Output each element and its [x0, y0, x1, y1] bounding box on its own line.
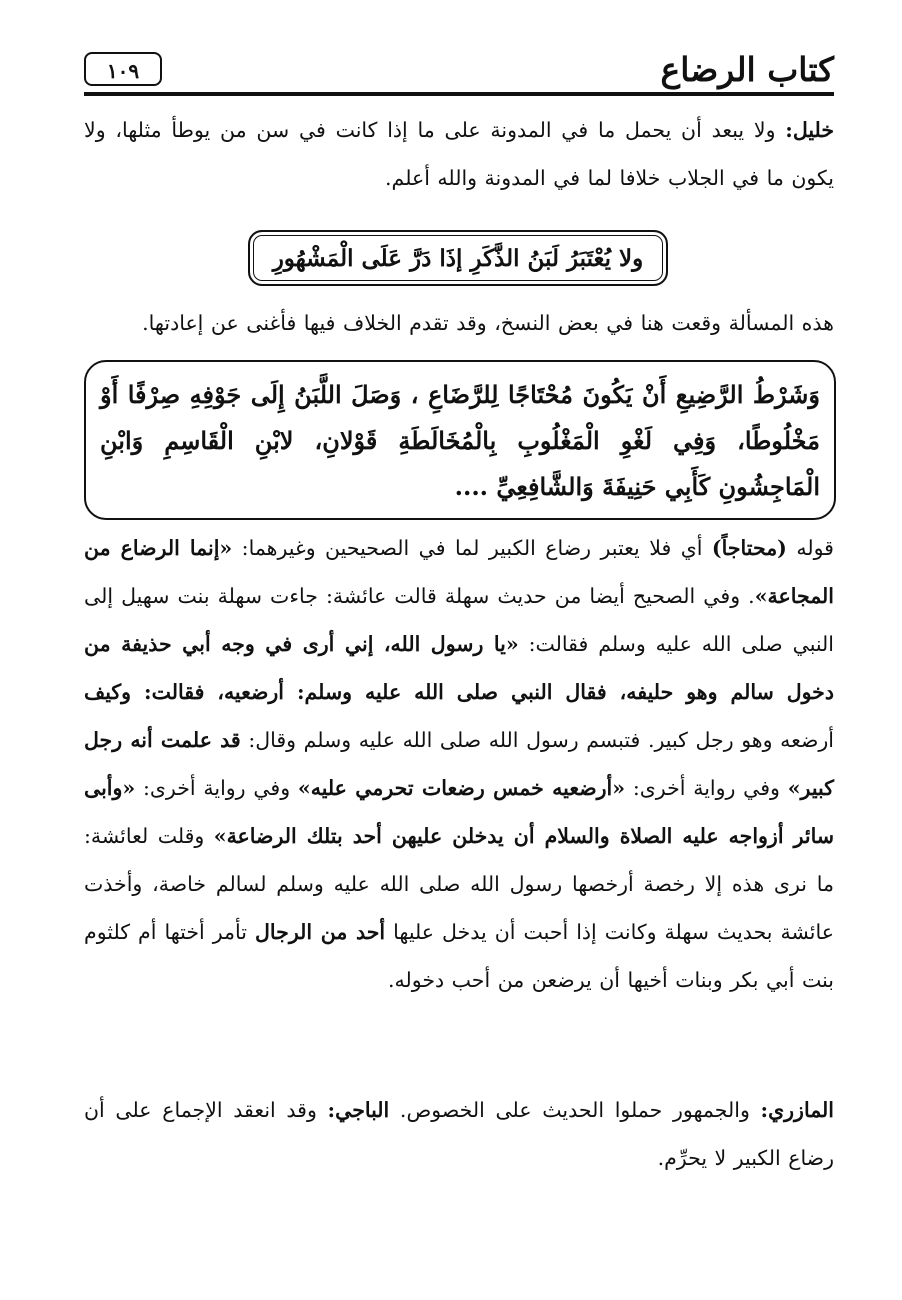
- author-label-baji: الباجي:: [327, 1098, 390, 1122]
- paragraph-note-text: هذه المسألة وقعت هنا في بعض النسخ، وقد تقدم الخلاف فيها فأغنى عن إعادتها.: [142, 311, 834, 335]
- page-header: [84, 48, 834, 96]
- commentary-text-7: وقلت لعائشة: ما نرى هذه إلا رخصة أرخصها رسول الله صلى الله عليه وسلم لسالم خاصة، وأخذت عائشة بحديث سهلة وكانت إذا أحبت أن يدخل عليها: [84, 824, 834, 944]
- commentary-text-4: أرضعه وهو رجل كبير. فتبسم رسول الله صلى الله عليه وسلم وقال:: [240, 728, 834, 752]
- commentary-text-8: تأمر أختها أم كلثوم بنت أبي بكر وبنات أخيها أن يرضعن من أحب دخوله.: [84, 920, 834, 992]
- commentary-term-muhtajan: (محتاجاً): [711, 536, 787, 560]
- hadith-quote-5: «وأبى سائر أزواجه عليه الصلاة والسلام أن يدخلن عليهن أحد بتلك الرضاعة»: [84, 776, 835, 848]
- commentary-text-3: . وفي الصحيح أيضا من حديث سهلة قالت عائشة: جاءت سهلة بنت سهيل إلى النبي صلى الله عليه وسلم فقالت:: [84, 584, 835, 656]
- commentary-text-6: وفي رواية أخرى:: [135, 776, 298, 800]
- commentary-text-2: أي فلا يعتبر رضاع الكبير لما في الصحيحين وغيرهما:: [232, 536, 712, 560]
- page-number: ١٠٩: [84, 52, 162, 86]
- chapter-title: كتاب الرضاع: [660, 50, 834, 89]
- hadith-quote-4: «أرضعيه خمس رضعات تحرمي عليه»: [297, 776, 626, 800]
- author-label-khalil: خليل:: [785, 118, 834, 142]
- hadith-quote-3: قد علمت أنه رجل كبير»: [84, 728, 834, 800]
- matn-text: وَشَرْطُ الرَّضِيعِ أَنْ يَكُونَ مُحْتَاجًا لِلرَّضَاعِ ، وَصَلَ اللَّبَنُ إِلَى جَوْفِهِ صِرْفًا أَوْ مَخْلُوطًا، وَفِي لَغْوِ الْمَغْلُوبِ بِالْمُخَالَطَةِ قَوْلانِ، لابْنِ الْقَاسِمِ وَابْنِ الْمَاجِشُونِ كَأَبِي حَنِيفَةَ وَالشَّافِعِيِّ ....: [100, 380, 820, 501]
- paragraph-maziri-text: والجمهور حملوا الحديث على الخصوص.: [389, 1098, 761, 1122]
- hadith-quote-2: «يا رسول الله، إني أرى في وجه أبي حذيفة من دخول سالم وهو حليفه، فقال النبي صلى الله عليه وسلم: أرضعيه، فقالت: وكيف: [84, 632, 834, 704]
- header-divider: [84, 92, 834, 96]
- paragraph-baji-text: وقد انعقد الإجماع على أن رضاع الكبير لا يحرِّم.: [84, 1098, 834, 1170]
- paragraph-note: [84, 299, 834, 347]
- paragraph-khalil: [84, 106, 834, 202]
- verse-frame: [248, 230, 668, 286]
- verse-text: ولا يُعْتَبَرُ لَبَنُ الذَّكَرِ إذَا دَرَّ عَلَى الْمَشْهُورِ: [272, 244, 644, 272]
- commentary-emphasis: أحد من الرجال: [255, 920, 386, 944]
- commentary-text-1: قوله: [786, 536, 834, 560]
- paragraph-commentary: [84, 524, 834, 1004]
- commentary-text-5: وفي رواية أخرى:: [625, 776, 788, 800]
- matn-frame: [84, 360, 836, 520]
- author-label-maziri: المازري:: [760, 1098, 834, 1122]
- paragraph-maziri: [84, 1086, 834, 1182]
- paragraph-khalil-text: ولا يبعد أن يحمل ما في المدونة على ما إذا كانت في سن من يوطأ مثلها، ولا يكون ما في الجلاب خلافا لما في المدونة والله أعلم.: [84, 118, 834, 190]
- hadith-quote-1: «إنما الرضاع من المجاعة»: [84, 536, 834, 608]
